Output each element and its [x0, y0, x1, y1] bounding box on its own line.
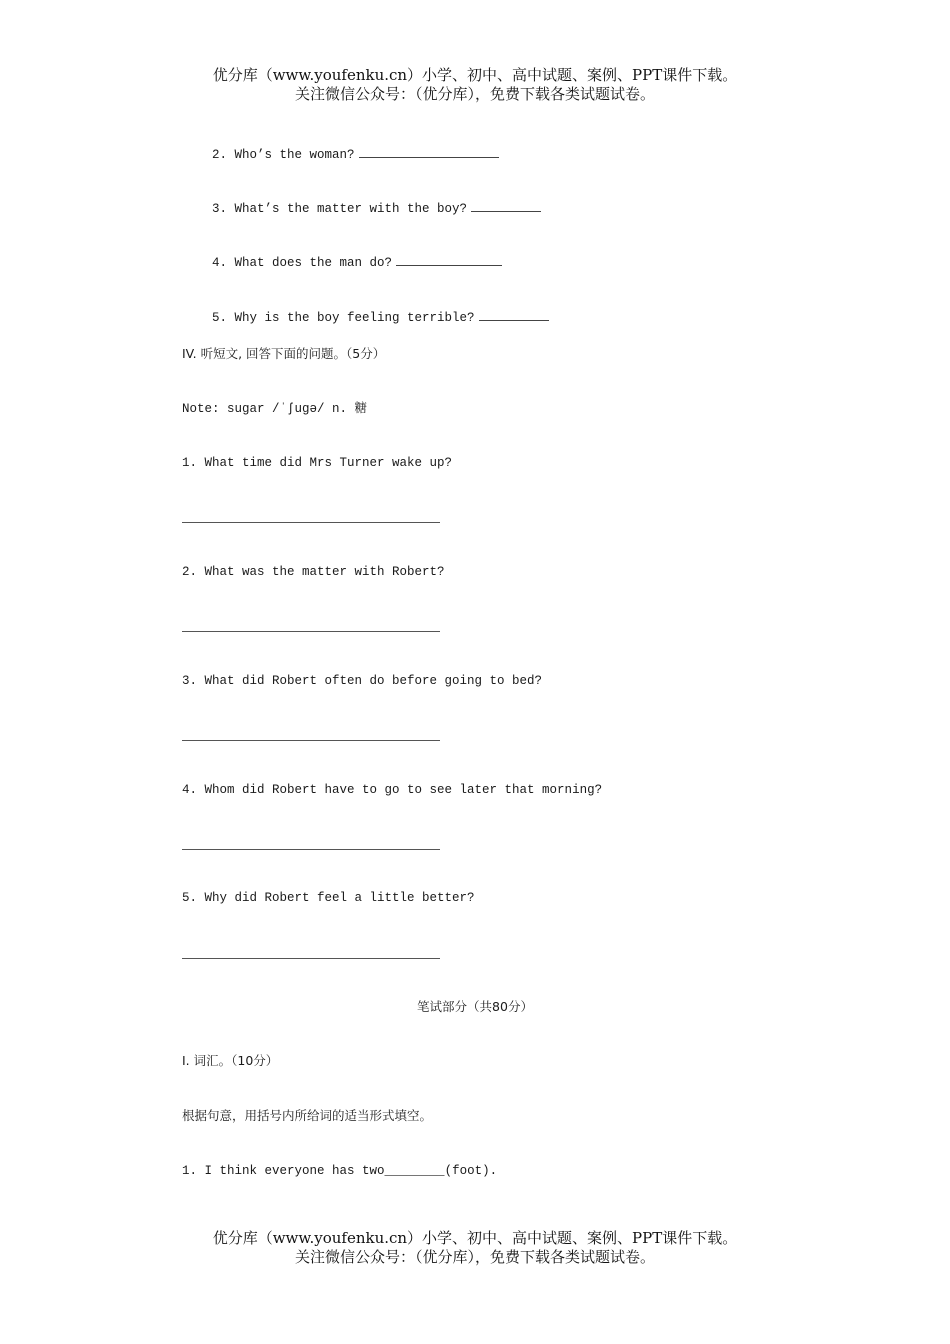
question-iii-2 — [182, 129, 499, 179]
footer-line-1: 优分库（www.youfenku.cn）小学、初中、高中试题、案例、PPT课件下载。 — [212, 1229, 738, 1247]
section-iv-heading: IV. 听短文, 回答下面的问题。（5分） — [182, 346, 386, 361]
question-iv-2: 2. What was the matter with Robert? — [182, 565, 445, 579]
answer-blank[interactable] — [359, 145, 499, 158]
answer-blank[interactable] — [471, 199, 541, 212]
header-line-2: 关注微信公众号：（优分库），免费下载各类试题试卷。 — [294, 85, 655, 103]
footer-line-2: 关注微信公众号：（优分库），免费下载各类试题试卷。 — [294, 1248, 655, 1266]
answer-line[interactable] — [182, 740, 440, 741]
answer-line[interactable] — [182, 522, 440, 523]
question-text: 3. What’s the matter with the boy? — [212, 202, 468, 216]
page-header — [0, 66, 950, 104]
question-iii-4 — [182, 237, 502, 287]
question-text: 5. Why is the boy feeling terrible? — [212, 311, 475, 325]
question-iii-5 — [182, 292, 549, 342]
written-part-title: 笔试部分（共80分） — [417, 999, 533, 1014]
question-iv-5: 5. Why did Robert feel a little better? — [182, 891, 475, 905]
vocab-note: Note: sugar /ˈʃugə/ n. 糖 — [182, 402, 368, 416]
answer-line[interactable] — [182, 631, 440, 632]
hint-word: (foot). — [444, 1164, 498, 1178]
answer-blank[interactable] — [396, 253, 502, 266]
answer-line[interactable] — [182, 958, 440, 959]
answer-line[interactable] — [182, 849, 440, 850]
page-footer — [0, 1229, 950, 1267]
answer-blank[interactable] — [479, 308, 549, 321]
section-i-heading: I. 词汇。（10分） — [182, 1053, 279, 1068]
question-iii-3 — [182, 183, 541, 233]
header-line-1: 优分库（www.youfenku.cn）小学、初中、高中试题、案例、PPT课件下载。 — [212, 66, 738, 84]
question-text: 2. Who’s the woman? — [212, 148, 355, 162]
question-iv-1: 1. What time did Mrs Turner wake up? — [182, 456, 453, 470]
question-text: 4. What does the man do? — [212, 256, 393, 270]
question-iv-3: 3. What did Robert often do before going to bed? — [182, 674, 543, 688]
section-i-instruction: 根据句意，用括号内所给词的适当形式填空。 — [182, 1108, 433, 1123]
question-text: 1. I think everyone has two — [182, 1164, 385, 1178]
answer-blank[interactable]: ________ — [384, 1164, 445, 1178]
question-iv-4: 4. Whom did Robert have to go to see later that morning? — [182, 783, 603, 797]
vocab-question-1 — [182, 1163, 497, 1179]
